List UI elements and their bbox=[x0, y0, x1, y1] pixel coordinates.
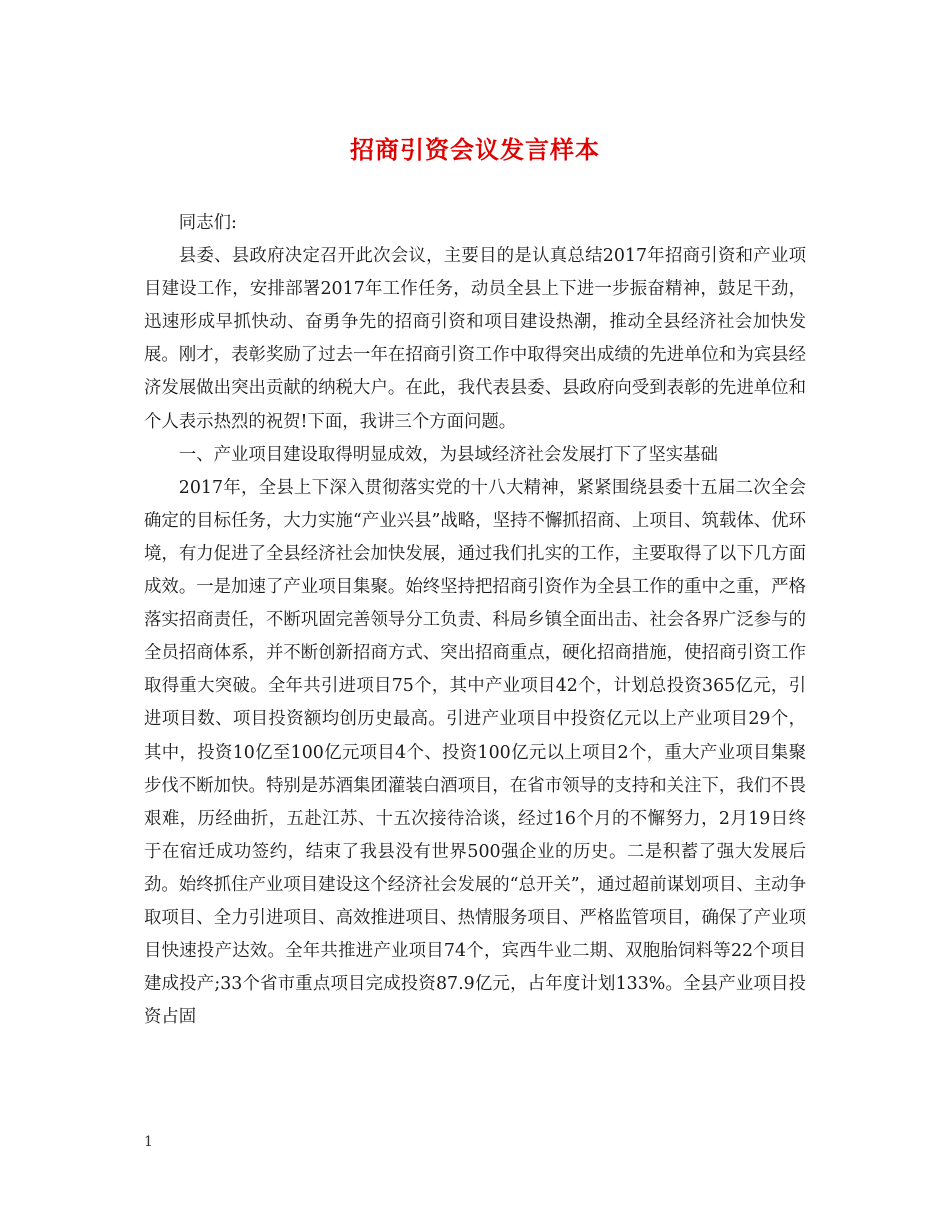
page-number: 1 bbox=[144, 1134, 153, 1150]
section-heading-1: 一、产业项目建设取得明显成效，为县域经济社会发展打下了坚实基础 bbox=[178, 444, 718, 465]
paragraph-intro: 县委、县政府决定召开此次会议，主要目的是认真总结2017年招商引资和产业项目建设工作，安排部署2017年工作任务，动员全县上下进一步振奋精神，鼓足干劲，迅速形成早抓快动、奋勇争先的招商引资和项目建设热潮，推动全县经济社会加快发展。刚才，表彰奖励了过去一年在招商引资工作中取得突出成绩的先进单位和为宾县经济发展做出突出贡献的纳税大户。在此，我代表县委、县政府向受到表彰的先进单位和个人表示热烈的祝贺!下面，我讲三个方面问题。 bbox=[144, 246, 806, 432]
document-title: 招商引资会议发言样本 bbox=[350, 135, 600, 164]
document-body bbox=[144, 207, 806, 1034]
paragraph-achievements: 2017年，全县上下深入贯彻落实党的十八大精神，紧紧围绕县委十五届二次全会确定的目标任务，大力实施“产业兴县”战略，坚持不懈抓招商、上项目、筑载体、优环境，有力促进了全县经济社会加快发展，通过我们扎实的工作，主要取得了以下几方面成效。一是加速了产业项目集聚。始终坚持把招商引资作为全县工作的重中之重，严格落实招商责任，不断巩固完善领导分工负责、科局乡镇全面出击、社会各界广泛参与的全员招商体系，并不断创新招商方式、突出招商重点，硬化招商措施，使招商引资工作取得重大突破。全年共引进项目75个，其中产业项目42个，计划总投资365亿元，引进项目数、项目投资额均创历史最高。引进产业项目中投资亿元以上产业项目29个，其中，投资10亿至100亿元项目4个、投资100亿元以上项目2个，重大产业项目集聚步伐不断加快。特别是苏酒集团灌装白酒项目，在省市领导的支持和关注下，我们不畏艰难，历经曲折，五赴江苏、十五次接待洽谈，经过16个月的不懈努力，2月19日终于在宿迁成功签约，结束了我县没有世界500强企业的历史。二是积蓄了强大发展后劲。始终抓住产业项目建设这个经济社会发展的“总开关”，通过超前谋划项目、主动争取项目、全力引进项目、高效推进项目、热情服务项目、严格监管项目，确保了产业项目快速投产达效。全年共推进产业项目74个，宾西牛业二期、双胞胎饲料等22个项目建成投产;33个省市重点项目完成投资87.9亿元，占年度计划133%。全县产业项目投资占固 bbox=[144, 477, 806, 1028]
salutation: 同志们: bbox=[178, 213, 237, 233]
